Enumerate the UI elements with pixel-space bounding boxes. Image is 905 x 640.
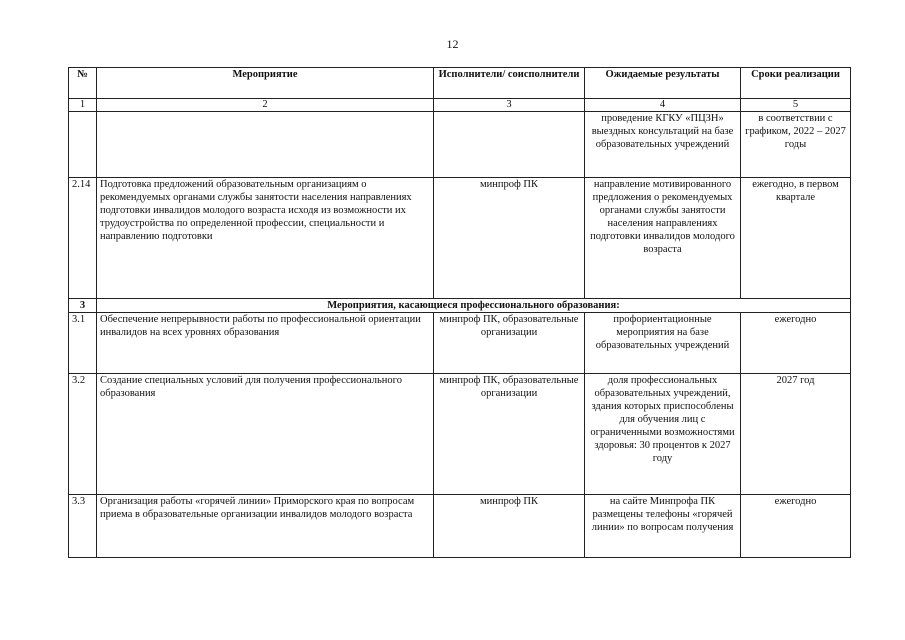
row-num: 3.1 xyxy=(69,313,97,374)
column-number: 1 xyxy=(69,99,97,112)
table-row xyxy=(69,495,851,558)
column-number: 2 xyxy=(97,99,434,112)
row-event: Подготовка предложений образовательным организациям о рекомендуемых органами службы занятости населения направлениях подготовки инвалидов молодого возраста исходя из возможности их трудоустройства по определенной профессии, специальности и направлению подготовки xyxy=(97,178,434,299)
column-number: 4 xyxy=(585,99,741,112)
row-results: на сайте Минпрофа ПК размещены телефоны «горячей линии» по вопросам получения xyxy=(585,495,741,558)
row-num: 3.2 xyxy=(69,374,97,495)
table-row xyxy=(69,313,851,374)
header-executors: Исполнители/ соисполнители xyxy=(434,68,585,99)
section-row xyxy=(69,299,851,313)
row-event xyxy=(97,112,434,178)
table-row xyxy=(69,374,851,495)
row-num: 2.14 xyxy=(69,178,97,299)
header-results: Ожидаемые результаты xyxy=(585,68,741,99)
section-num: 3 xyxy=(69,299,97,313)
column-number: 3 xyxy=(434,99,585,112)
row-deadline: ежегодно xyxy=(741,313,851,374)
row-event: Обеспечение непрерывности работы по профессиональной ориентации инвалидов на всех уровнях образования xyxy=(97,313,434,374)
row-deadline: 2027 год xyxy=(741,374,851,495)
section-title: Мероприятия, касающиеся профессионального образования: xyxy=(97,299,851,313)
row-executors: минпроф ПК xyxy=(434,495,585,558)
row-executors: минпроф ПК, образовательные организации xyxy=(434,374,585,495)
row-results: доля профессиональных образовательных учреждений, здания которых приспособлены для обучения лиц с ограниченными возможностями здоровья: 30 процентов к 2027 году xyxy=(585,374,741,495)
table-row xyxy=(69,112,851,178)
row-deadline: ежегодно, в первом квартале xyxy=(741,178,851,299)
row-results: профориентационные мероприятия на базе образовательных учреждений xyxy=(585,313,741,374)
header-deadline: Сроки реализации xyxy=(741,68,851,99)
row-results: направление мотивированного предложения о рекомендуемых органами службы занятости населения направлениях подготовки инвалидов молодого возраста xyxy=(585,178,741,299)
measures-table xyxy=(68,67,851,558)
header-row xyxy=(69,68,851,99)
row-event: Создание специальных условий для получения профессионального образования xyxy=(97,374,434,495)
row-executors: минпроф ПК xyxy=(434,178,585,299)
table-row xyxy=(69,178,851,299)
column-number-row xyxy=(69,99,851,112)
row-event: Организация работы «горячей линии» Приморского края по вопросам приема в образовательные организации инвалидов молодого возраста xyxy=(97,495,434,558)
row-results: проведение КГКУ «ПЦЗН» выездных консультаций на базе образовательных учреждений xyxy=(585,112,741,178)
header-num: № xyxy=(69,68,97,99)
row-num: 3.3 xyxy=(69,495,97,558)
header-event: Мероприятие xyxy=(97,68,434,99)
column-number: 5 xyxy=(741,99,851,112)
row-deadline: в соответствии с графиком, 2022 – 2027 годы xyxy=(741,112,851,178)
row-executors xyxy=(434,112,585,178)
row-num xyxy=(69,112,97,178)
row-deadline: ежегодно xyxy=(741,495,851,558)
row-executors: минпроф ПК, образовательные организации xyxy=(434,313,585,374)
page-number: 12 xyxy=(446,37,459,51)
